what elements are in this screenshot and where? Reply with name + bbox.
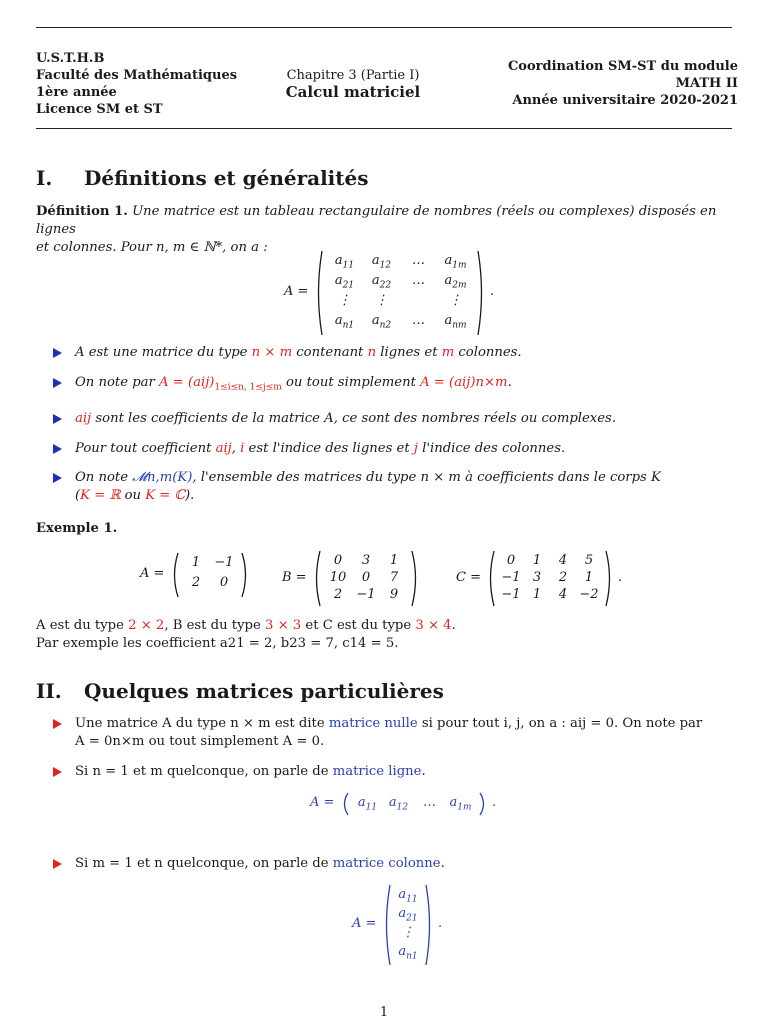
matrix-cell: $a_{nm}$ xyxy=(444,313,467,331)
text-run: Si m = 1 et n quelconque, on parle de xyxy=(75,856,333,871)
matrix-cell: 0 xyxy=(333,553,343,568)
triangle-bullet-icon xyxy=(53,378,62,388)
matrix-cell: 9 xyxy=(389,587,399,602)
matrix-cell: 1 xyxy=(191,555,201,570)
matrix-cell: 7 xyxy=(389,570,399,585)
text-run: est du type xyxy=(45,618,129,633)
bullet-matrice-ligne xyxy=(53,763,733,783)
matrix-cell: 2 xyxy=(333,587,343,602)
left-paren xyxy=(340,792,350,816)
header-center xyxy=(272,67,434,101)
highlight-text: 2 × 2 xyxy=(128,618,165,633)
matrix-lhs: B = xyxy=(282,569,307,585)
bullet-text xyxy=(75,410,735,428)
triangle-bullet-icon xyxy=(53,414,62,424)
triangle-bullet-icon xyxy=(53,348,62,358)
header-left-line: U.S.T.H.B xyxy=(36,51,105,66)
section-title: Définitions et généralités xyxy=(84,166,369,190)
example-matrix-c xyxy=(456,550,646,606)
text-run: Pour tout coefficient xyxy=(75,441,216,456)
highlight-text: 3 × 3 xyxy=(264,618,302,633)
chapter-label: Chapitre 3 (Partie I) xyxy=(286,68,420,83)
text-run: . xyxy=(421,764,426,779)
right-paren xyxy=(604,550,614,607)
text-run: A xyxy=(36,618,46,633)
example-coef-line xyxy=(36,635,732,653)
bullet-matrice-colonne xyxy=(53,855,733,875)
matrix-cell: … xyxy=(423,795,436,810)
matrix-cell: 4 xyxy=(558,587,568,602)
header-left-line: Licence SM et ST xyxy=(36,102,163,117)
highlight-text: aij xyxy=(215,441,232,456)
text-run: Une matrice A du type n × m est dite xyxy=(75,716,329,731)
matrix-cell: 0 xyxy=(506,553,516,568)
matrix-tail: . xyxy=(492,795,497,810)
matrix-cell: $a_{11}$ xyxy=(357,795,378,813)
general-matrix xyxy=(284,250,504,332)
text-run: l'indice des colonnes. xyxy=(417,441,566,456)
text-run: , xyxy=(231,441,241,456)
triangle-bullet-icon xyxy=(53,444,62,454)
matrix-cell: $a_{1m}$ xyxy=(444,253,467,271)
definition-text-1: Une matrice est un tableau rectangulaire de nombres (réels ou complexes) disposés en lignes xyxy=(36,204,717,237)
text-run: sont les coefficients de la matrice A, ce sont des nombres réels ou complexes. xyxy=(91,411,617,426)
matrix-lhs: A = xyxy=(140,566,165,581)
matrix-tail: . xyxy=(618,569,623,585)
text-run: On note xyxy=(75,470,133,485)
right-paren xyxy=(240,552,250,598)
matrix-cell: 3 xyxy=(532,570,542,585)
matrix-cell: $a_{n1}$ xyxy=(334,313,355,331)
matrix-cell: $a_{11}$ xyxy=(334,253,355,271)
matrix-cell: … xyxy=(412,253,425,268)
highlight-text: n xyxy=(367,345,377,360)
text-run: si pour tout i, j, on a : aij = 0. On note par xyxy=(417,716,703,731)
right-paren xyxy=(410,550,420,607)
matrix-cell: 1 xyxy=(532,587,542,602)
row-matrix xyxy=(310,792,510,816)
matrix-cell: 1 xyxy=(532,553,542,568)
text-run: lignes et xyxy=(376,345,442,360)
text-run: Si n = 1 et m quelconque, on parle de xyxy=(75,764,333,779)
section-number: II. xyxy=(36,679,62,703)
text-run: . xyxy=(451,618,456,633)
matrix-cell: … xyxy=(412,313,425,328)
matrix-cell: ⋮ xyxy=(401,925,415,940)
section-title: Quelques matrices particulières xyxy=(84,679,444,703)
matrix-cell: 0 xyxy=(361,570,371,585)
definition-block xyxy=(36,203,732,257)
matrix-cell: $a_{2m}$ xyxy=(444,273,467,291)
header-bottom-rule xyxy=(36,128,732,129)
matrix-tail: . xyxy=(438,916,443,931)
example-label-text: Exemple 1. xyxy=(36,521,118,536)
bullet-text xyxy=(75,469,735,505)
matrix-cell: $a_{21}$ xyxy=(334,273,355,291)
matrix-cell: $a_{22}$ xyxy=(371,273,392,291)
left-paren xyxy=(312,550,322,607)
example-coef-text: Par exemple les coefficient a21 = 2, b23 = 7, c14 = 5. xyxy=(36,636,399,651)
matrix-cell: $a_{12}$ xyxy=(371,253,392,271)
bullet-text xyxy=(75,855,735,873)
text-run: , B est du type xyxy=(164,618,265,633)
highlight-text: j xyxy=(413,441,418,456)
index-range: 1≤i≤n, 1≤j≤m xyxy=(214,382,282,393)
matrix-cell: 1 xyxy=(389,553,399,568)
matrix-cell: 2 xyxy=(191,575,201,590)
example-matrix-a xyxy=(140,552,250,602)
right-paren xyxy=(478,792,488,816)
bullet-text xyxy=(75,715,735,751)
matrix-cell: … xyxy=(412,273,425,288)
definition-label: Définition 1. xyxy=(36,204,128,219)
triangle-bullet-icon xyxy=(53,719,62,729)
highlight-text: aij xyxy=(75,411,92,426)
triangle-bullet-icon xyxy=(53,767,62,777)
section-heading xyxy=(36,679,444,703)
matrix-cell: $a_{12}$ xyxy=(388,795,409,813)
left-paren xyxy=(486,550,496,607)
matrix-cell: ⋮ xyxy=(375,293,388,308)
text-run: ). xyxy=(185,488,195,503)
example-type-line xyxy=(36,617,732,635)
matrix-cell: 3 xyxy=(361,553,371,568)
text-run: On note par xyxy=(75,375,160,390)
matrix-lhs: C = xyxy=(456,569,481,585)
matrix-cell: $a_{1m}$ xyxy=(449,795,472,813)
text-run: ou xyxy=(120,488,146,503)
matrix-cell: ⋮ xyxy=(338,293,351,308)
matrix-cell: −1 xyxy=(501,587,521,602)
header-right-line: Coordination SM-ST du module xyxy=(507,59,738,74)
highlight-text: matrice nulle xyxy=(328,716,418,731)
left-paren xyxy=(382,884,392,966)
matrix-lhs: A = xyxy=(284,284,309,299)
text-run: contenant xyxy=(292,345,368,360)
highlight-text: i xyxy=(240,441,245,456)
matrix-cell: ⋮ xyxy=(449,293,462,308)
highlight-text: matrice ligne xyxy=(332,764,422,779)
bullet-text xyxy=(75,344,735,362)
text-run: . xyxy=(507,375,512,390)
left-paren xyxy=(170,552,180,598)
header-left xyxy=(36,50,237,118)
matrix-cell: $a_{n2}$ xyxy=(371,313,392,331)
bullet-matrice-nulle xyxy=(53,715,733,755)
matrix-lhs: A = xyxy=(310,795,335,810)
example-label xyxy=(36,520,732,538)
text-run: A est une matrice du type xyxy=(75,345,252,360)
highlight-text: m xyxy=(441,345,455,360)
matrix-cell: 0 xyxy=(219,575,229,590)
matrix-cell: −1 xyxy=(214,555,234,570)
matrix-cell: $a_{n1}$ xyxy=(398,944,418,962)
matrix-cell: −1 xyxy=(356,587,376,602)
text-run: et C est du type xyxy=(301,618,416,633)
matrix-cell: 10 xyxy=(329,570,347,585)
matrix-cell: −1 xyxy=(501,570,521,585)
header-right-line: MATH II xyxy=(675,76,738,91)
column-matrix xyxy=(352,884,462,968)
highlight-text: A = (aij) xyxy=(159,375,215,390)
matrix-cell: 5 xyxy=(584,553,594,568)
matrix-cell: 1 xyxy=(584,570,594,585)
bullet-text xyxy=(75,440,735,458)
header-left-line: Faculté des Mathématiques xyxy=(36,68,238,83)
text-run: est l'indice des lignes et xyxy=(244,441,414,456)
right-paren xyxy=(424,884,434,966)
matrix-cell: 2 xyxy=(558,570,568,585)
bullet-text-line2: A = 0n×m ou tout simplement A = 0. xyxy=(75,734,325,749)
matrix-lhs: A = xyxy=(352,916,377,931)
matrix-cell: 4 xyxy=(558,553,568,568)
bullet-text xyxy=(75,763,735,781)
highlight-text: A = (aij)n×m xyxy=(420,375,508,390)
highlight-text: 3 × 4 xyxy=(415,618,452,633)
matrix-tail: . xyxy=(490,284,495,299)
triangle-bullet-icon xyxy=(53,473,62,483)
highlight-text: K = ℝ xyxy=(80,488,121,503)
header-right-line: Année universitaire 2020-2021 xyxy=(512,93,738,108)
right-paren xyxy=(476,250,486,336)
header-left-line: 1ère année xyxy=(36,85,117,100)
page-number: 1 xyxy=(379,1005,389,1020)
chapter-title: Calcul matriciel xyxy=(285,83,421,101)
text-run: colonnes. xyxy=(454,345,522,360)
matrix-cell: $a_{21}$ xyxy=(398,906,418,924)
left-paren xyxy=(314,250,324,336)
example-matrix-b xyxy=(282,550,422,606)
text-run: ou tout simplement xyxy=(281,375,421,390)
header-right xyxy=(508,58,738,109)
section-heading xyxy=(36,166,369,190)
text-run: . xyxy=(440,856,445,871)
matrix-cell: $a_{11}$ xyxy=(398,887,418,905)
text-run: ( xyxy=(75,488,81,503)
highlight-text: 𝓜n,m(K) xyxy=(132,470,193,485)
top-rule xyxy=(36,27,732,28)
section-number: I. xyxy=(36,166,53,190)
highlight-text: K = ℂ xyxy=(145,488,186,503)
bullet-text xyxy=(75,374,735,392)
matrix-cell: −2 xyxy=(579,587,599,602)
text-run: , l'ensemble des matrices du type n × m à coefficients dans le corps K xyxy=(192,470,661,485)
highlight-text: matrice colonne xyxy=(332,856,441,871)
highlight-text: n × m xyxy=(251,345,293,360)
definition-text-2: et colonnes. Pour n, m ∈ ℕ*, on a : xyxy=(36,240,268,255)
triangle-bullet-icon xyxy=(53,859,62,869)
